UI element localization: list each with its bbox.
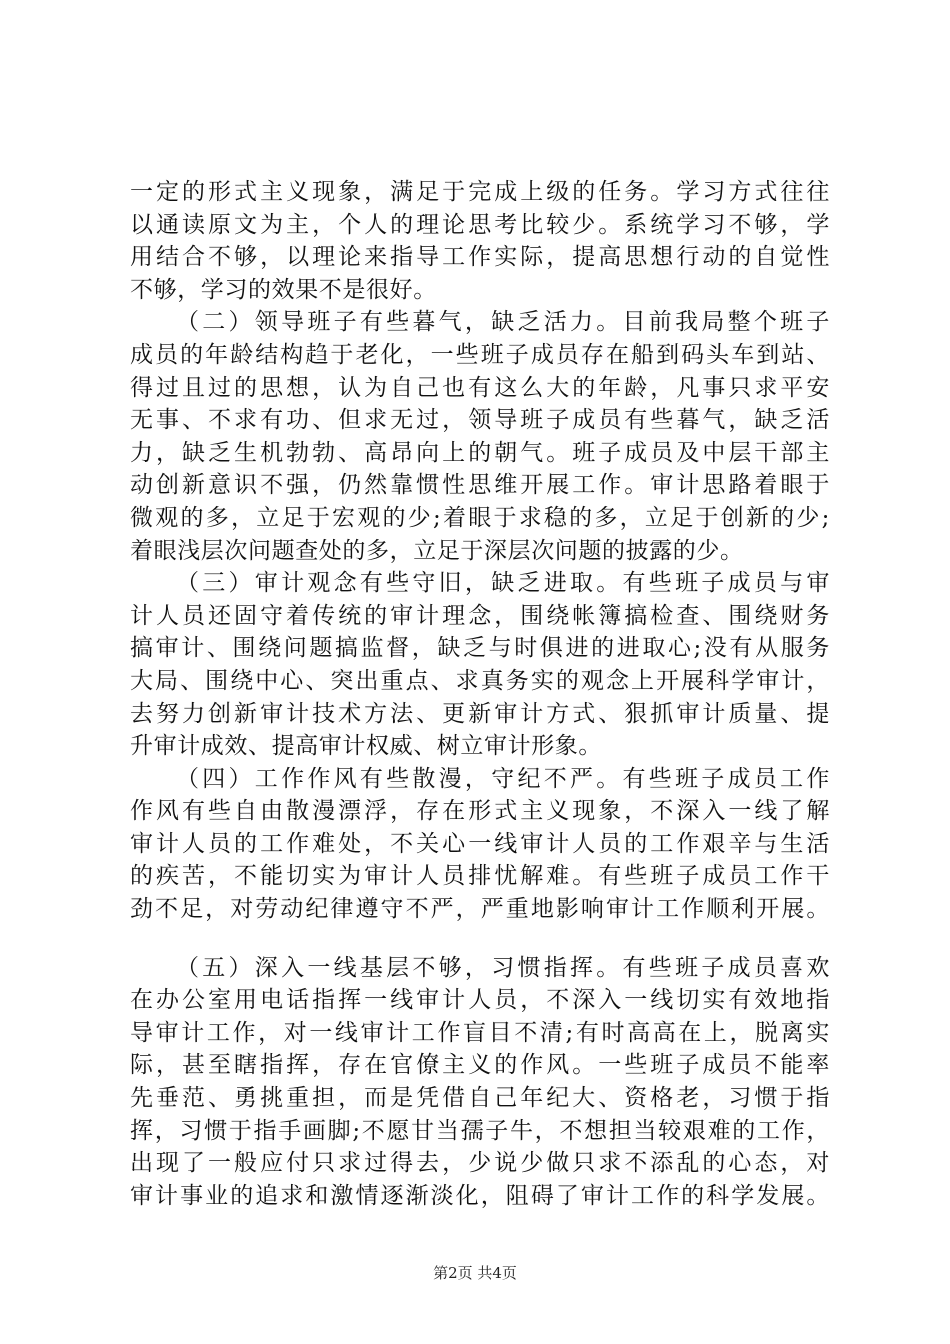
text-line: 得过且过的思想，认为自己也有这么大的年龄，凡事只求平安 <box>130 374 830 401</box>
text-line: 挥，习惯于指手画脚;不愿甘当孺子牛，不想担当较艰难的工作， <box>130 1117 830 1144</box>
text-line: 出现了一般应付只求过得去，少说少做只求不添乱的心态，对 <box>130 1150 830 1177</box>
text-line: 大局、围绕中心、突出重点、求真务实的观念上开展科学审计， <box>130 667 830 694</box>
text-line: 先垂范、勇挑重担，而是凭借自己年纪大、资格老，习惯于指 <box>130 1085 830 1112</box>
text-line: 着眼浅层次问题查处的多，立足于深层次问题的披露的少。 <box>130 537 744 564</box>
text-line: 劲不足，对劳动纪律遵守不严，严重地影响审计工作顺利开展。 <box>130 896 830 923</box>
paragraph-gap <box>130 926 830 952</box>
paragraph-heading-line: （二）领导班子有些暮气，缺乏活力。目前我局整个班子 <box>176 309 830 336</box>
paragraph-heading-line: （三）审计观念有些守旧，缺乏进取。有些班子成员与审 <box>176 570 830 597</box>
page-number-footer: 第2页 共4页 <box>433 1264 517 1282</box>
text-line: 搞审计、围绕问题搞监督，缺乏与时俱进的进取心;没有从服务 <box>130 635 830 662</box>
text-line: 无事、不求有功、但求无过，领导班子成员有些暮气，缺乏活 <box>130 407 830 434</box>
paragraph-heading-line: （五）深入一线基层不够，习惯指挥。有些班子成员喜欢 <box>176 954 830 981</box>
text-line: 导审计工作，对一线审计工作盲目不清;有时高高在上，脱离实 <box>130 1019 830 1046</box>
text-line: 作风有些自由散漫漂浮，存在形式主义现象，不深入一线了解 <box>130 798 830 825</box>
text-line: 的疾苦，不能切实为审计人员排忧解难。有些班子成员工作干 <box>130 863 830 890</box>
text-line: 微观的多，立足于宏观的少;着眼于求稳的多，立足于创新的少; <box>130 504 830 531</box>
text-line: 计人员还固守着传统的审计理念，围绕帐簿搞检查、围绕财务 <box>130 602 830 629</box>
text-line: 去努力创新审计技术方法、更新审计方式、狠抓审计质量、提 <box>130 700 830 727</box>
text-line: 成员的年龄结构趋于老化，一些班子成员存在船到码头车到站、 <box>130 341 830 368</box>
paragraph-heading-line: （四）工作作风有些散漫，守纪不严。有些班子成员工作 <box>176 765 830 792</box>
text-line: 审计人员的工作难处，不关心一线审计人员的工作艰辛与生活 <box>130 830 830 857</box>
text-line: 用结合不够，以理论来指导工作实际，提高思想行动的自觉性 <box>130 244 830 271</box>
text-line: 力，缺乏生机勃勃、高昂向上的朝气。班子成员及中层干部主 <box>130 439 830 466</box>
text-line: 升审计成效、提高审计权威、树立审计形象。 <box>130 733 602 760</box>
document-body <box>130 176 830 1212</box>
text-line: 在办公室用电话指挥一线审计人员，不深入一线切实有效地指 <box>130 987 830 1014</box>
text-line: 审计事业的追求和激情逐渐淡化，阻碍了审计工作的科学发展。 <box>130 1182 830 1209</box>
text-line: 一定的形式主义现象，满足于完成上级的任务。学习方式往往 <box>130 179 830 205</box>
text-line: 不够，学习的效果不是很好。 <box>130 276 437 303</box>
text-line: 际，甚至瞎指挥，存在官僚主义的作风。一些班子成员不能率 <box>130 1052 830 1079</box>
text-line: 动创新意识不强，仍然靠惯性思维开展工作。审计思路着眼于 <box>130 472 830 499</box>
text-line: 以通读原文为主，个人的理论思考比较少。系统学习不够，学 <box>130 211 830 238</box>
